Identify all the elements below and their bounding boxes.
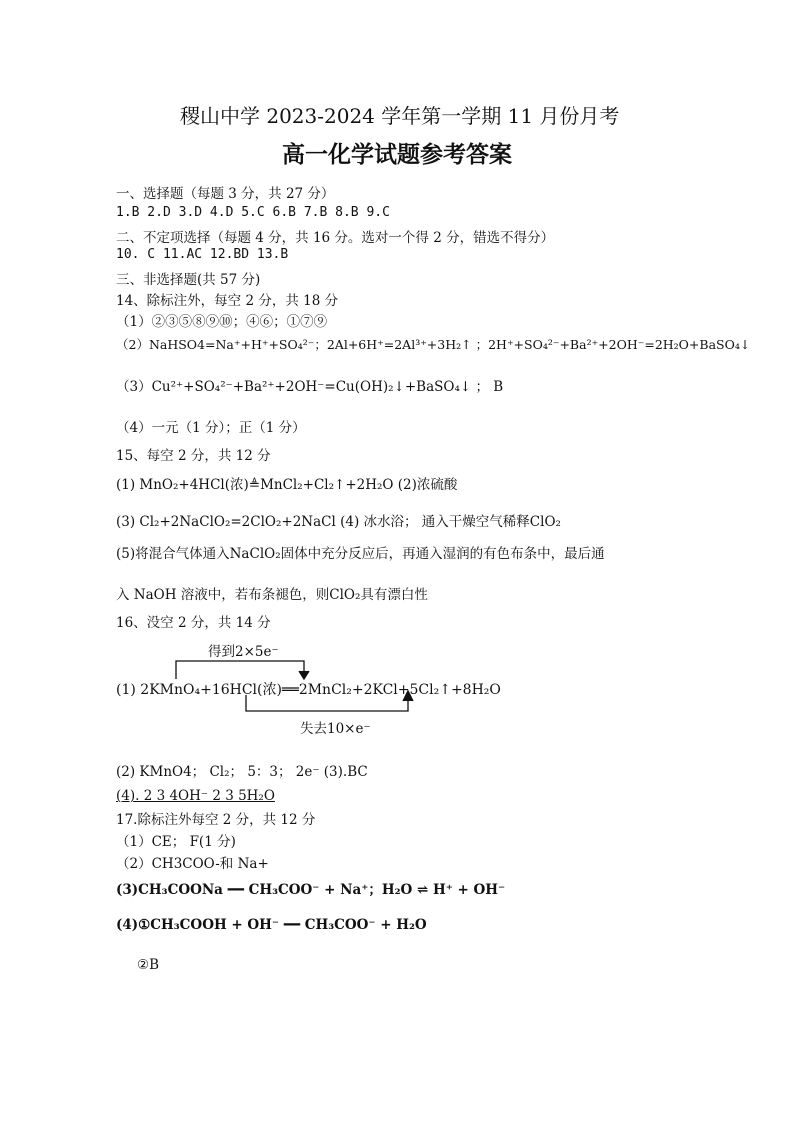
section-heading-3: 三、非选择题(共 57 分) — [116, 272, 261, 288]
electron-gain-label: 得到2×5e⁻ — [208, 644, 279, 660]
section-heading-1: 一、选择题（每题 3 分，共 27 分） — [116, 186, 335, 202]
page-subtitle: 高一化学试题参考答案 — [282, 142, 512, 168]
q15-answer-1-2: (1) MnO₂+4HCl(浓)≜MnCl₂+Cl₂↑+2H₂O (2)浓硫酸 — [116, 477, 458, 493]
q16-answer-4: (4). 2 3 4OH⁻ 2 3 5H₂O — [116, 788, 275, 804]
q14-answer-1: （1）②③⑤⑧⑨⑩；④⑥；①⑦⑨ — [116, 314, 328, 330]
q16-answer-2-3: (2) KMnO4； Cl₂； 5：3； 2e⁻ (3).BC — [116, 764, 368, 780]
q15-answer-5-line2: 入 NaOH 溶液中，若布条褪色，则ClO₂具有漂白性 — [116, 587, 428, 603]
q14-answer-4: （4）一元（1 分）；正（1 分） — [116, 420, 306, 436]
page-title: 稷山中学 2023-2024 学年第一学期 11 月份月考 — [180, 104, 620, 128]
answers-1-9: 1.B 2.D 3.D 4.D 5.C 6.B 7.B 8.B 9.C — [116, 205, 390, 220]
q17-answer-3: (3)CH₃COONa ━━ CH₃COO⁻ + Na⁺；H₂O ⇌ H⁺ + OH⁻ — [116, 882, 506, 898]
q15-answer-5-line1: (5)将混合气体通入NaClO₂固体中充分反应后，再通入湿润的有色布条中，最后通 — [116, 546, 605, 562]
q17-heading: 17.除标注外每空 2 分，共 12 分 — [116, 812, 316, 828]
q17-answer-4-1: (4)①CH₃COOH + OH⁻ ━━ CH₃COO⁻ + H₂O — [116, 917, 427, 933]
redox-equation: (1) 2KMnO₄+16HCl(浓)══2MnCl₂+2KCl+5Cl₂↑+8H₂O — [116, 682, 501, 698]
q17-answer-4-2: ②B — [137, 957, 160, 973]
q15-heading: 15、每空 2 分，共 12 分 — [116, 448, 271, 464]
q14-answer-2: （2）NaHSO4=Na⁺+H⁺+SO₄²⁻；2Al+6H⁺=2Al³⁺+3H₂↑ ；2H⁺+SO₄²⁻+Ba²⁺+2OH⁻=2H₂O+BaSO₄↓ — [116, 337, 751, 352]
q14-answer-3: （3）Cu²⁺+SO₄²⁻+Ba²⁺+2OH⁻=Cu(OH)₂↓+BaSO₄↓ ； B — [116, 379, 504, 395]
q15-answer-3-4: (3) Cl₂+2NaClO₂=2ClO₂+2NaCl (4) 冰水浴； 通入干燥空气稀释ClO₂ — [116, 514, 561, 530]
q17-answer-2: （2）CH3COO-和 Na+ — [116, 856, 269, 872]
q14-heading: 14、除标注外，每空 2 分，共 18 分 — [116, 293, 339, 309]
q16-heading: 16、没空 2 分，共 14 分 — [116, 615, 271, 631]
electron-loss-label: 失去10×e⁻ — [300, 721, 371, 737]
section-heading-2: 二、不定项选择（每题 4 分，共 16 分。选对一个得 2 分，错选不得分） — [116, 230, 555, 246]
q17-answer-1: （1）CE； F(1 分) — [116, 834, 236, 850]
answers-10-13: 10. C 11.AC 12.BD 13.B — [116, 247, 289, 262]
